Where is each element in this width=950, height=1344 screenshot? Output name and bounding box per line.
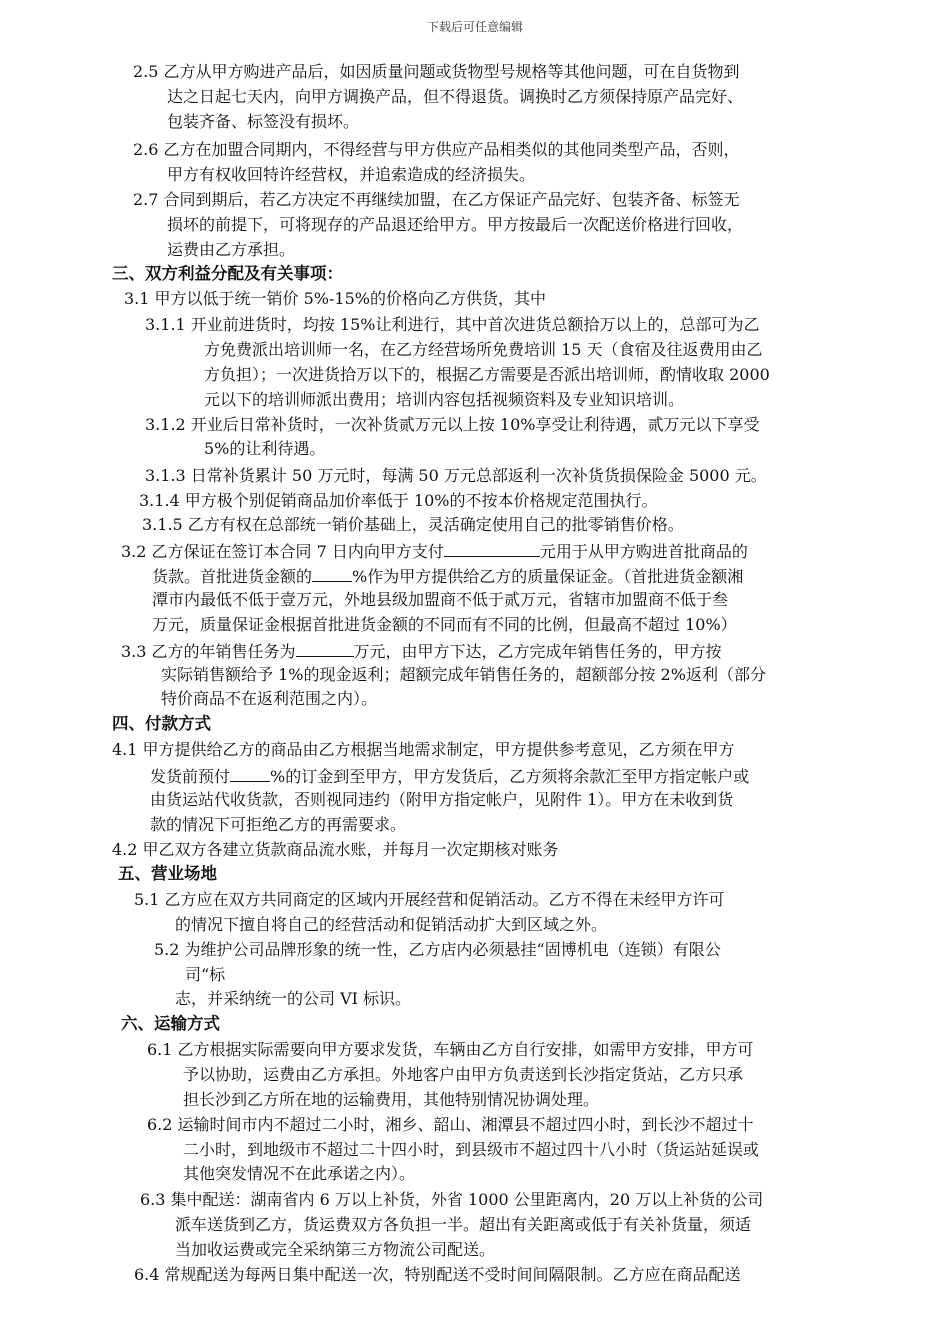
percent-blank	[312, 563, 352, 582]
clause-3-2	[121, 538, 748, 564]
amount-blank	[296, 638, 354, 657]
text-segment: %作为甲方提供给乙方的质量保证金。（首批进货金额湘	[352, 567, 744, 586]
section-heading-5: 五、营业场地	[118, 864, 217, 883]
text-line: 实际销售额给予 1%的现金返利；超额完成年销售任务的，超额部分按 2%返利（部分	[161, 665, 766, 684]
text-line: 方负担）；一次进货拾万以下的，根据乙方需要是否派出培训师，酌情收取 2000	[204, 365, 770, 384]
clause-3-1-5: 3.1.5 乙方有权在总部统一销价基础上，灵活确定使用自己的批零销售价格。	[142, 515, 684, 534]
clause-3-1-2: 3.1.2 开业后日常补货时，一次补货贰万元以上按 10%享受让利待遇，贰万元以下享受	[145, 415, 760, 434]
section-heading-6: 六、运输方式	[121, 1014, 220, 1033]
text-line: 潭市内最低不低于壹万元，外地县级加盟商不低于贰万元，省辖市加盟商不低于叁	[152, 590, 729, 609]
text-line	[152, 563, 743, 589]
text-segment: 3.3 乙方的年销售任务为	[121, 642, 296, 661]
text-line: 损坏的前提下，可将现存的产品退还给甲方。甲方按最后一次配送价格进行回收，	[167, 215, 744, 234]
clause-6-4: 6.4 常规配送为每两日集中配送一次，特别配送不受时间间隔限制。乙方应在商品配送	[134, 1265, 741, 1284]
text-line: 5%的让利待遇。	[204, 439, 326, 458]
text-segment: 3.2 乙方保证在签订本合同 7 日内向甲方支付	[121, 542, 444, 561]
text-line: 其他突发情况不在此承诺之内）。	[183, 1164, 416, 1183]
clause-6-3: 6.3 集中配送：湖南省内 6 万以上补货，外省 1000 公里距离内，20 万以上补货的公司	[140, 1190, 764, 1209]
clause-3-1: 3.1 甲方以低于统一销价 5%-15%的价格向乙方供货，其中	[124, 289, 546, 308]
text-segment: 货款。首批进货金额的	[152, 567, 313, 586]
clause-3-1-1: 3.1.1 开业前进货时，均按 15%让利进行，其中首次进货总额拾万以上的，总部可为乙	[145, 315, 760, 334]
clause-6-2: 6.2 运输时间市内不超过二小时，湘乡、韶山、湘潭县不超过四小时，到长沙不超过十	[147, 1115, 754, 1134]
text-line: 达之日起七天内，向甲方调换产品，但不得退货。调换时乙方须保持原产品完好、	[167, 87, 744, 106]
amount-blank	[444, 538, 540, 557]
text-line: 特价商品不在返利范围之内）。	[161, 689, 378, 708]
clause-5-2: 5.2 为维护公司品牌形象的统一性，乙方店内必须悬挂“固博机电（连锁）有限公	[154, 940, 721, 959]
text-line: 志，并采纳统一的公司 VI 标识。	[175, 989, 412, 1008]
text-line: 运费由乙方承担。	[167, 240, 296, 259]
text-segment: 万元，由甲方下达，乙方完成年销售任务的，甲方按	[353, 642, 722, 661]
clause-2-5: 2.5 乙方从甲方购进产品后，如因质量问题或货物型号规格等其他问题，可在自货物到	[133, 62, 740, 81]
text-segment: 发货前预付	[150, 767, 231, 786]
text-line: 由货运站代收货款，否则视同违约（附甲方指定帐户，见附件 1）。甲方在未收到货	[150, 790, 734, 809]
clause-2-7: 2.7 合同到期后，若乙方决定不再继续加盟，在乙方保证产品完好、包装齐备、标签无	[133, 190, 740, 209]
text-line: 方免费派出培训师一名，在乙方经营场所免费培训 15 天（食宿及往返费用由乙	[204, 340, 763, 359]
text-line: 万元，质量保证金根据首批进货金额的不同而有不同的比例，但最高不超过 10%）	[152, 615, 737, 634]
text-line: 甲方有权收回特许经营权，并追索造成的经济损失。	[167, 165, 536, 184]
text-line	[150, 763, 749, 789]
clause-3-3	[121, 638, 722, 664]
text-line: 包装齐备、标签没有损坏。	[167, 112, 360, 131]
text-segment: 元用于从甲方购进首批商品的	[539, 542, 748, 561]
clause-5-1: 5.1 乙方应在双方共同商定的区域内开展经营和促销活动。乙方不得在未经甲方许可	[134, 890, 725, 909]
text-line: 二小时，到地级市不超过二十四小时，到县级市不超过四十八小时（货运站延误或	[183, 1140, 760, 1159]
text-line: 派车送货到乙方，货运费双方各负担一半。超出有关距离或低于有关补货量，须适	[175, 1215, 752, 1234]
page-header: 下载后可任意编辑	[426, 20, 523, 34]
clause-2-6: 2.6 乙方在加盟合同期内，不得经营与甲方供应产品相类似的其他同类型产品，否则，	[133, 140, 740, 159]
section-heading-4: 四、付款方式	[112, 714, 211, 733]
percent-blank	[230, 763, 270, 782]
text-line: 的情况下擅自将自己的经营活动和促销活动扩大到区域之外。	[175, 915, 608, 934]
clause-6-1: 6.1 乙方根据实际需要向甲方要求发货，车辆由乙方自行安排，如需甲方安排，甲方可	[147, 1040, 754, 1059]
text-line: 当加收运费或完全采纳第三方物流公司配送。	[175, 1240, 496, 1259]
text-line: 元以下的培训师派出费用；培训内容包括视频资料及专业知识培训。	[204, 390, 685, 409]
text-line: 担长沙到乙方所在地的运输费用，其他特别情况协调处理。	[183, 1090, 600, 1109]
clause-4-2: 4.2 甲乙双方各建立货款商品流水账，并每月一次定期核对账务	[112, 840, 559, 859]
clause-3-1-4: 3.1.4 甲方极个别促销商品加价率低于 10%的不按本价格规定范围执行。	[139, 491, 658, 510]
text-line: 司“标	[185, 965, 226, 984]
text-line: 款的情况下可拒绝乙方的再需要求。	[150, 815, 407, 834]
text-segment: %的订金到至甲方，甲方发货后，乙方须将余款汇至甲方指定帐户或	[270, 767, 750, 786]
text-line: 予以协助，运费由乙方承担。外地客户由甲方负责送到长沙指定货站，乙方只承	[183, 1065, 744, 1084]
clause-3-1-3: 3.1.3 日常补货累计 50 万元时，每满 50 万元总部返利一次补货货损保险金 5000 元。	[145, 466, 767, 485]
section-heading-3: 三、双方利益分配及有关事项：	[112, 264, 343, 283]
clause-4-1: 4.1 甲方提供给乙方的商品由乙方根据当地需求制定，甲方提供参考意见，乙方须在甲方	[112, 740, 735, 759]
